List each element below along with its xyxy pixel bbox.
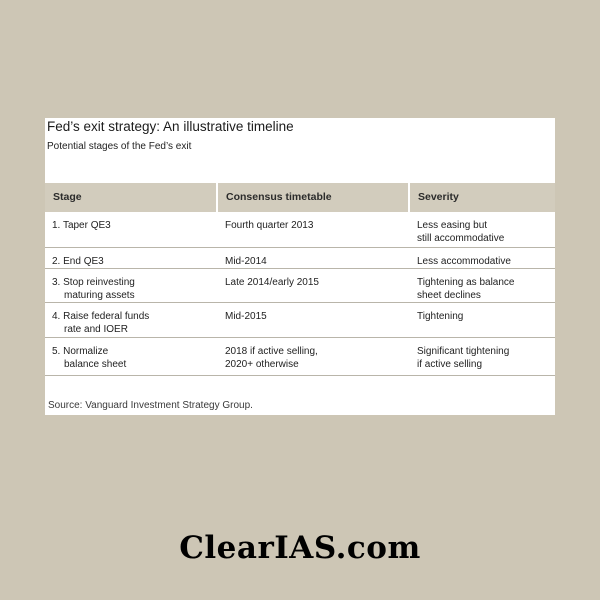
header-stage: Stage [53, 191, 82, 203]
card-title: Fed’s exit strategy: An illustrative timeline [47, 119, 294, 134]
severity-text-line-2: if active selling [417, 359, 483, 370]
clearias-watermark: ClearIAS.com [179, 530, 421, 566]
timetable-cell [216, 338, 408, 375]
severity-text: Less accommodative [417, 256, 511, 267]
table-row [45, 269, 555, 303]
stage-text: 3. Stop reinvesting [52, 277, 135, 288]
severity-text: Significant tightening [417, 346, 510, 357]
severity-text-line-2: still accommodative [417, 233, 505, 244]
stage-text: 5. Normalize [52, 346, 109, 357]
timetable-cell [216, 212, 408, 247]
stage-cell [45, 303, 216, 337]
table-row [45, 338, 555, 376]
stage-cell [45, 269, 216, 302]
severity-cell [408, 248, 555, 268]
stage-text: 2. End QE3 [52, 256, 104, 267]
timetable-text: Fourth quarter 2013 [225, 220, 314, 231]
timetable-cell [216, 248, 408, 268]
stage-cell [45, 248, 216, 268]
table-row [45, 248, 555, 269]
stage-text-line-2: balance sheet [64, 359, 127, 370]
severity-cell [408, 212, 555, 247]
stage-text-line-2: maturing assets [64, 290, 135, 301]
severity-cell [408, 269, 555, 302]
table-row [45, 212, 555, 248]
timetable-text: Mid-2015 [225, 311, 267, 322]
timetable-text: 2018 if active selling, [225, 346, 318, 357]
timetable-text: Late 2014/early 2015 [225, 277, 319, 288]
header-severity: Severity [408, 183, 555, 212]
severity-text: Less easing but [417, 220, 488, 231]
severity-cell [408, 303, 555, 337]
table-row [45, 303, 555, 338]
card-subtitle: Potential stages of the Fed’s exit [47, 141, 192, 152]
header-consensus-timetable: Consensus timetable [216, 183, 408, 212]
stage-text: 1. Taper QE3 [52, 220, 111, 231]
exit-timeline-table [45, 183, 555, 376]
timetable-text-line-2: 2020+ otherwise [225, 359, 299, 370]
stage-text-line-2: rate and IOER [64, 324, 128, 335]
severity-cell [408, 338, 555, 375]
severity-text-line-2: sheet declines [417, 290, 481, 301]
severity-text: Tightening [417, 311, 464, 322]
timetable-text: Mid-2014 [225, 256, 267, 267]
stage-cell [45, 338, 216, 375]
stage-cell [45, 212, 216, 247]
stage-text: 4. Raise federal funds [52, 311, 150, 322]
severity-text: Tightening as balance [417, 277, 515, 288]
source-note: Source: Vanguard Investment Strategy Group. [48, 400, 253, 411]
timetable-cell [216, 303, 408, 337]
table-header [45, 183, 555, 212]
timetable-cell [216, 269, 408, 302]
exit-strategy-card [45, 118, 555, 415]
